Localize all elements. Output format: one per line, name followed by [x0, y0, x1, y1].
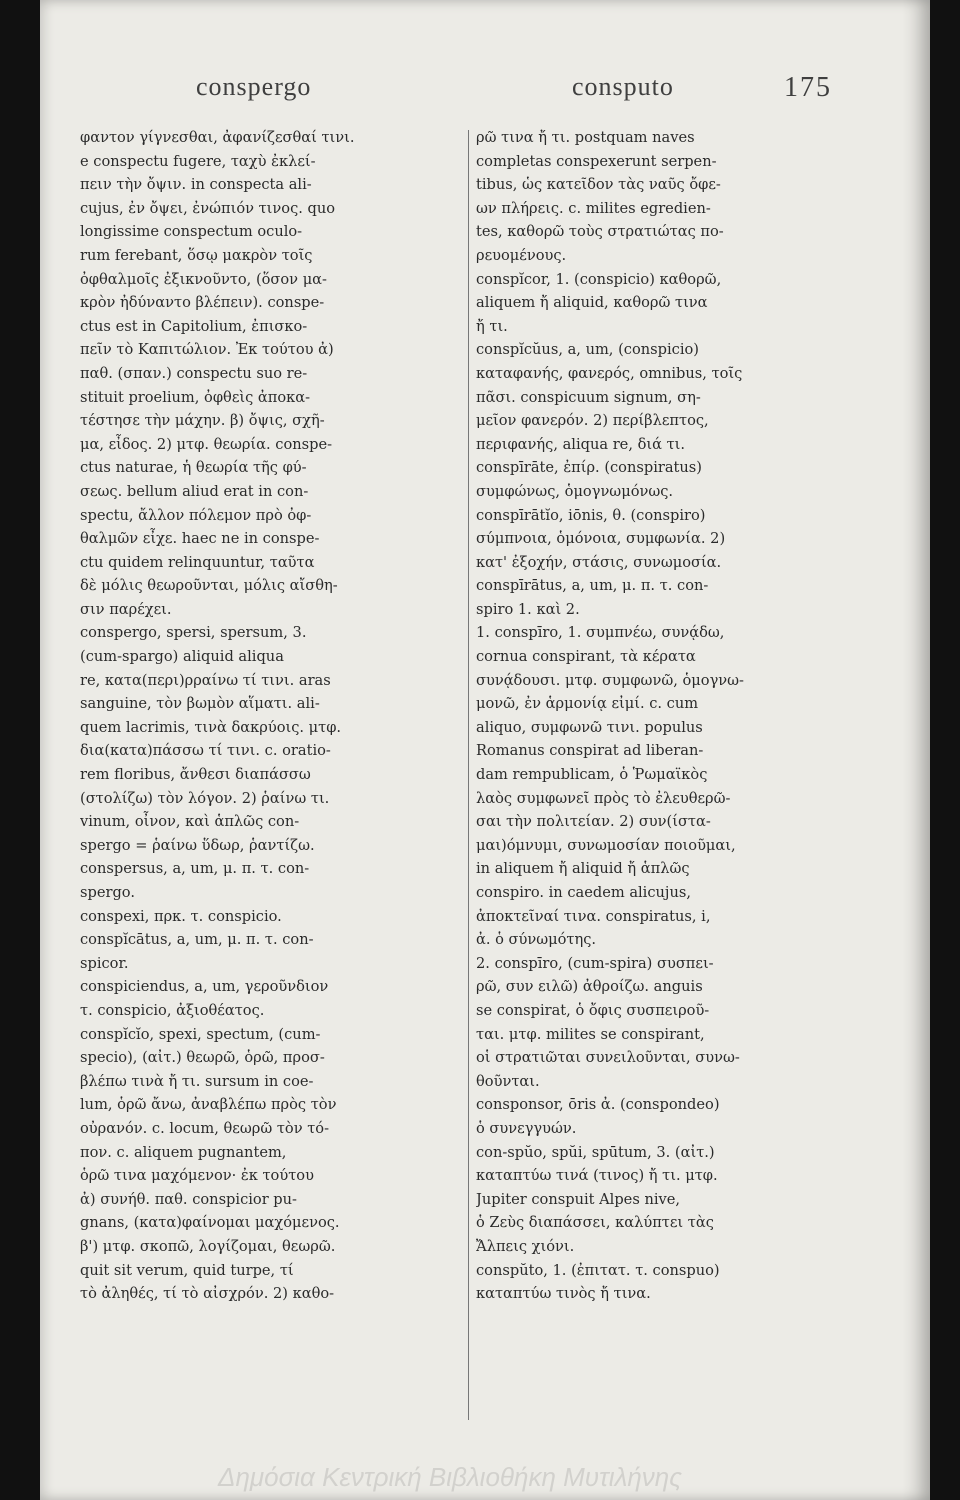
text-line: sanguine, τὸν βωμὸν αἵματι. ali- [80, 695, 320, 713]
text-line: in aliquem ἤ aliquid ἤ ἁπλῶς [476, 860, 690, 878]
dictionary-page [40, 0, 930, 1500]
text-line: ctu quidem relinquuntur, ταῦτα [80, 553, 315, 571]
text-line: aliquem ἤ aliquid, καθορῶ τινα [476, 294, 708, 312]
text-line: lum, ὁρῶ ἄνω, ἀναβλέπω πρὸς τὸν [80, 1096, 337, 1114]
text-line: κατ' ἐξοχήν, στάσις, συνωμοσία. [476, 553, 722, 571]
text-line: spergo. [80, 884, 135, 901]
text-line: conspexi, πρκ. τ. conspicio. [80, 907, 282, 925]
text-line: πειν τὴν ὄψιν. in conspecta ali- [80, 176, 312, 194]
text-line: οὐρανόν. c. locum, θεωρῶ τὸν τό- [80, 1119, 330, 1137]
text-line: καταφανής, φανερός, omnibus, τοῖς [476, 364, 743, 382]
text-line: τὸ ἀληθές, τί τὸ αἰσχρόν. 2) καθο- [80, 1285, 335, 1303]
text-line: conspersus, a, um, μ. π. τ. con- [80, 860, 310, 878]
text-line: συμφώνως, ὁμογνωμόνως. [476, 482, 674, 500]
text-line: ἀ. ὁ σύνωμότης. [476, 931, 597, 949]
text-line: specio), (αἰτ.) θεωρῶ, ὁρῶ, προσ- [80, 1049, 325, 1067]
text-line: ὁ συνεγγυών. [476, 1119, 577, 1137]
text-line: spectu, ἄλλον πόλεμον πρὸ ὀφ- [80, 506, 312, 524]
text-line: θοῦνται. [476, 1072, 540, 1090]
text-line: (στολίζω) τὸν λόγον. 2) ῥαίνω τι. [80, 789, 330, 807]
text-line: cornua conspirant, τὰ κέρατα [476, 648, 696, 666]
text-line: cujus, ἐν ὄψει, ἐνώπιόν τινος. quo [80, 199, 336, 217]
text-line: consponsor, ōris ἀ. (conspondeo) [476, 1096, 720, 1114]
text-line: gnans, (κατα)φαίνομαι μαχόμενος. [80, 1214, 340, 1232]
text-line: rem floribus, ἄνθεσι διαπάσσω [80, 766, 311, 784]
text-line: καταπτύω τινά (τινος) ἤ τι. μτφ. [476, 1167, 718, 1185]
text-line: ἤ τι. [476, 317, 508, 335]
text-line: se conspirat, ὁ ὄφις συσπειροῦ- [476, 1001, 710, 1019]
text-line: conspiciendus, a, um, γεροῦνδιον [80, 978, 329, 996]
text-line: λαὸς συμφωνεῖ πρὸς τὸ ἐλευθερῶ- [476, 789, 731, 807]
text-line: περιφανής, aliqua re, διά τι. [476, 435, 686, 453]
text-line: τέστησε τὴν μάχην. β) ὄψις, σχῆ- [80, 412, 325, 430]
text-line: συνᾴδουσι. μτφ. συμφωνῶ, ὁμογνω- [476, 671, 744, 689]
text-line: Romanus conspirat ad liberan- [476, 742, 704, 760]
text-line: ὀφθαλμοῖς ἐξικνοῦντο, (ὅσον μα- [80, 270, 327, 288]
text-line: σιν παρέχει. [80, 600, 172, 618]
text-line: tes, καθορῶ τοὺς στρατιώτας πο- [476, 223, 724, 241]
text-line: conspergo, spersi, spersum, 3. [80, 624, 307, 642]
text-line: δὲ μόλις θεωροῦνται, μόλις αἴσθη- [80, 577, 338, 595]
text-line: spergo = ῥαίνω ὕδωρ, ῥαντίζω. [80, 836, 315, 854]
text-line: Ἄλπεις χιόνι. [476, 1237, 575, 1255]
text-line: conspĭcor, 1. (conspicio) καθορῶ, [476, 270, 722, 288]
text-line: vinum, οἶνον, καὶ ἁπλῶς con- [80, 813, 300, 831]
column-divider [468, 130, 469, 1420]
text-line: quem lacrimis, τινὰ δακρύοις. μτφ. [80, 718, 342, 736]
text-line: conspīrātĭo, iōnis, θ. (conspiro) [476, 506, 706, 524]
text-line: μα, εἶδος. 2) μτφ. θεωρία. conspe- [80, 435, 333, 453]
text-line: μαι)όμνυμι, συνωμοσίαν ποιοῦμαι, [476, 836, 736, 854]
running-head-left: conspergo [196, 72, 312, 101]
text-line: καταπτύω τινὸς ἤ τινα. [476, 1285, 651, 1303]
text-line: δια(κατα)πάσσω τί τινι. c. oratio- [80, 742, 331, 760]
text-line: πᾶσι. conspicuum signum, ση- [476, 388, 701, 406]
text-line: ὁρῶ τινα μαχόμενον· ἐκ τούτου [80, 1167, 314, 1185]
text-line: β') μτφ. σκοπῶ, λογίζομαι, θεωρῶ. [80, 1237, 336, 1255]
text-line: μεῖον φανερόν. 2) περίβλεπτος, [476, 412, 709, 430]
text-line: 2. conspīro, (cum-spira) συσπει- [476, 954, 714, 972]
text-line: ἀ) συνήθ. παθ. conspicior pu- [80, 1190, 297, 1208]
text-line: longissime conspectum oculo- [80, 223, 303, 241]
text-line: παθ. (σπαν.) conspectu suo re- [80, 364, 308, 382]
text-line: re, κατα(περι)ρραίνω τί τινι. aras [80, 671, 331, 689]
left-column [80, 126, 458, 1306]
text-line: con-spŭo, spŭi, spūtum, 3. (αἰτ.) [476, 1143, 715, 1161]
text-line: Jupiter conspuit Alpes nive, [476, 1190, 681, 1208]
page-number: 175 [784, 72, 832, 103]
text-line: conspīrāte, ἐπίρ. (conspiratus) [476, 459, 702, 477]
text-line: ἀποκτεῖναί τινα. conspiratus, i, [476, 907, 711, 925]
text-line: ται. μτφ. milites se conspirant, [476, 1025, 705, 1043]
text-line: τ. conspicio, ἀξιοθέατος. [80, 1001, 265, 1019]
text-line: μονῶ, ἐν ἁρμονίᾳ εἰμί. c. cum [476, 695, 699, 713]
text-line: ρῶ, συν ειλῶ) ἀθροίζω. anguis [476, 978, 703, 996]
text-line: quit sit verum, quid turpe, τί [80, 1261, 294, 1279]
text-line: σεως. bellum aliud erat in con- [80, 482, 309, 500]
text-line: πεῖν τὸ Καπιτώλιον. Ἐκ τούτου ἀ) [80, 341, 334, 359]
text-line: φαντον γίγνεσθαι, ἀφανίζεσθαί τινι. [80, 129, 355, 146]
text-line: οἱ στρατιῶται συνειλοῦνται, συνω- [476, 1049, 740, 1067]
text-line: tibus, ὡς κατεῖδον τὰς ναῦς ὄφε- [476, 176, 721, 194]
text-line: πον. c. aliquem pugnantem, [80, 1143, 287, 1161]
page-edge-shadow [902, 0, 930, 1500]
text-line: conspīrātus, a, um, μ. π. τ. con- [476, 577, 709, 595]
text-line: rum ferebant, ὅσῳ μακρὸν τοῖς [80, 246, 313, 264]
running-head-right: consputo [572, 72, 674, 101]
text-line: θαλμῶν εἶχε. haec ne in conspe- [80, 530, 320, 548]
text-line: κρὸν ἠδύναντο βλέπειν). conspe- [80, 294, 325, 312]
text-line: ρευομένους. [476, 246, 567, 264]
text-line: ctus est in Capitolium, ἐπισκο- [80, 317, 308, 335]
text-line: aliquo, συμφωνῶ τινι. populus [476, 718, 703, 736]
text-line: σύμπνοια, ὁμόνοια, συμφωνία. 2) [476, 530, 726, 548]
text-line: conspĭcātus, a, um, μ. π. τ. con- [80, 931, 314, 949]
text-line: conspiro. in caedem alicujus, [476, 884, 691, 901]
text-line: ctus naturae, ἡ θεωρία τῆς φύ- [80, 459, 307, 477]
text-line: βλέπω τινὰ ἤ τι. sursum in coe- [80, 1072, 314, 1090]
text-line: (cum-spargo) aliquid aliqua [80, 648, 284, 666]
text-line: conspĭcĭo, spexi, spectum, (cum- [80, 1025, 321, 1043]
text-line: σαι τὴν πολιτείαν. 2) συν(ίστα- [476, 813, 711, 831]
library-watermark: Δημόσια Κεντρική Βιβλιοθήκη Μυτιλήνης [218, 1462, 682, 1492]
text-line: ὁ Ζεὺς διαπάσσει, καλύπτει τὰς [476, 1214, 714, 1232]
text-line: conspĭcŭus, a, um, (conspicio) [476, 341, 699, 359]
text-line: stituit proelium, ὀφθεὶς ἀποκα- [80, 388, 311, 406]
text-line: dam rempublicam, ὁ Ῥωμαϊκὸς [476, 766, 708, 784]
text-line: ων πλήρεις. c. milites egredien- [476, 199, 711, 217]
text-line: spicor. [80, 954, 129, 972]
text-line: ρῶ τινα ἤ τι. postquam naves [476, 129, 695, 146]
text-line: spiro 1. καὶ 2. [476, 600, 580, 618]
text-line: 1. conspīro, 1. συμπνέω, συνᾴδω, [476, 624, 725, 642]
right-column [476, 126, 854, 1306]
text-line: e conspectu fugere, ταχὺ ἐκλεί- [80, 152, 316, 170]
text-line: conspŭto, 1. (ἐπιτατ. τ. conspuo) [476, 1261, 720, 1279]
text-line: completas conspexerunt serpen- [476, 152, 717, 170]
